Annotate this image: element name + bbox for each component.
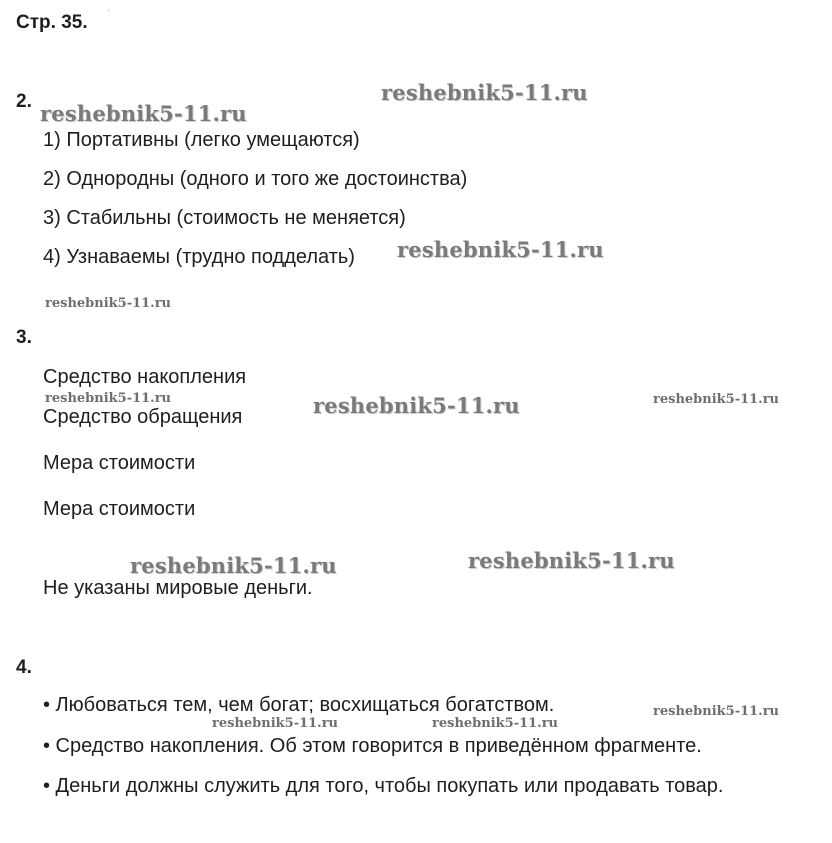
section-3-item-1: Средство накопления	[43, 366, 247, 388]
section-3-item-2: Средство обращения	[43, 406, 243, 428]
section-3-item-4: Мера стоимости	[43, 498, 196, 520]
watermark: reshebnik5-11.ru	[45, 296, 172, 311]
section-3-note: Не указаны мировые деньги.	[43, 577, 313, 599]
section-4-number: 4.	[16, 657, 32, 678]
watermark: reshebnik5-11.ru	[45, 391, 172, 406]
watermark: reshebnik5-11.ru	[313, 393, 520, 418]
watermark: reshebnik5-11.ru	[130, 553, 337, 578]
watermark: reshebnik5-11.ru	[653, 392, 780, 407]
watermark: reshebnik5-11.ru	[40, 101, 247, 126]
section-3-item-3: Мера стоимости	[43, 452, 196, 474]
watermark: reshebnik5-11.ru	[432, 716, 559, 731]
section-2-item-2: 2) Однородны (одного и того же достоинства)	[43, 168, 468, 190]
page-title: Стр. 35.	[16, 12, 88, 33]
watermark: reshebnik5-11.ru	[468, 548, 675, 573]
section-4-item-1: • Любоваться тем, чем богат; восхищаться богатством.	[43, 694, 555, 716]
section-2-item-1: 1) Портативны (легко умещаются)	[43, 129, 360, 151]
watermark: reshebnik5-11.ru	[212, 716, 339, 731]
section-2-number: 2.	[16, 91, 32, 112]
section-3-number: 3.	[16, 327, 32, 348]
tick-mark: '	[108, 8, 110, 18]
watermark: reshebnik5-11.ru	[381, 80, 588, 105]
section-4-item-2: • Средство накопления. Об этом говорится в приведённом фрагменте.	[43, 735, 702, 757]
watermark: reshebnik5-11.ru	[397, 237, 604, 262]
watermark: reshebnik5-11.ru	[653, 704, 780, 719]
section-2-item-4: 4) Узнаваемы (трудно подделать)	[43, 246, 355, 268]
section-4-item-3: • Деньги должны служить для того, чтобы покупать или продавать товар.	[43, 775, 724, 797]
section-2-item-3: 3) Стабильны (стоимость не меняется)	[43, 207, 406, 229]
